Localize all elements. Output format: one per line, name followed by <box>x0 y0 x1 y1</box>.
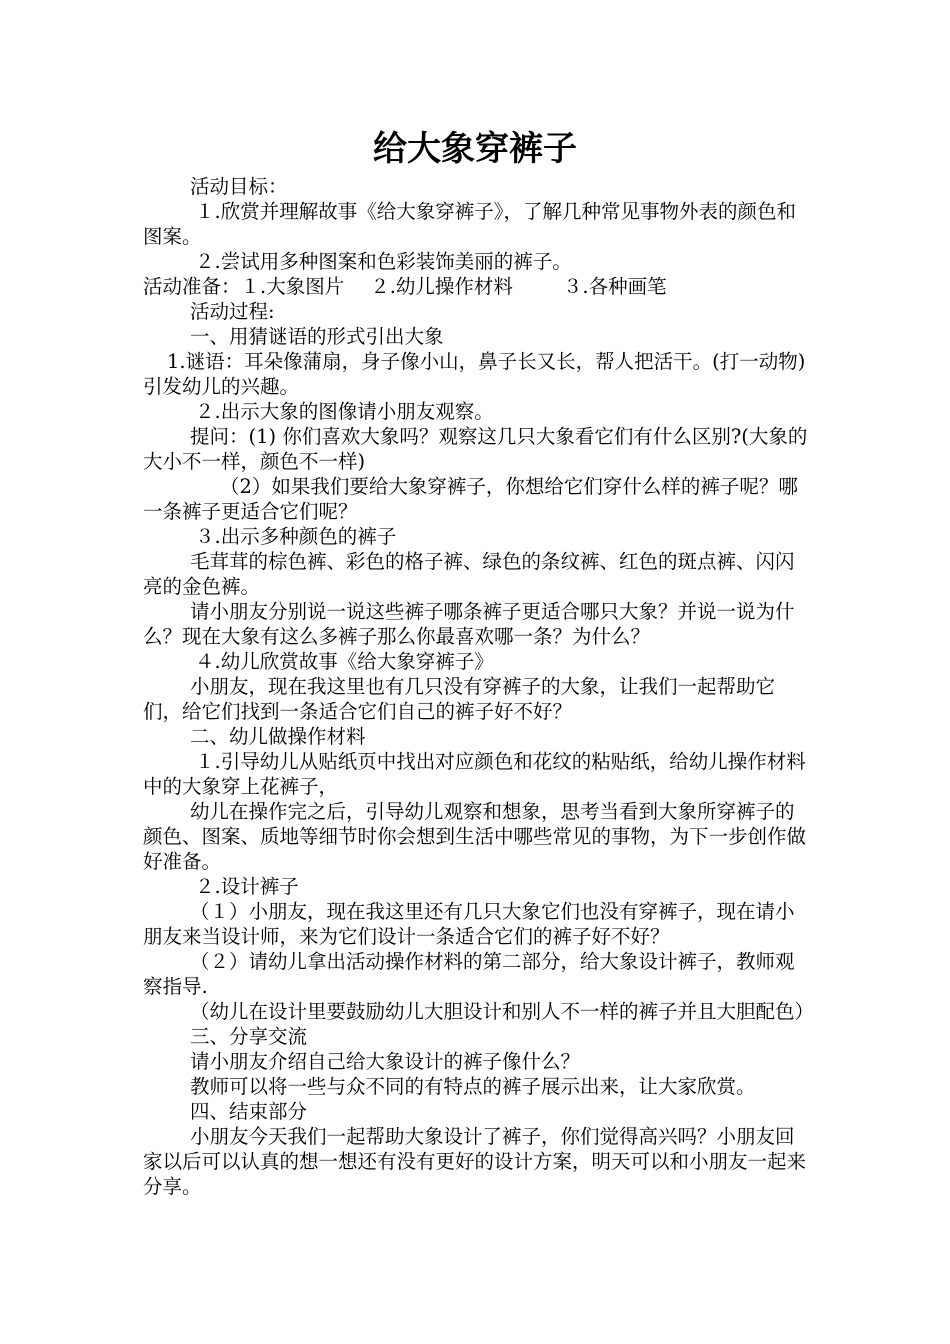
preparation-item: ３.各种画笔 <box>562 275 667 298</box>
paragraph: ２.设计裤子 <box>195 875 299 898</box>
paragraph: （2）如果我们要给大象穿裤子，你想给它们穿什么样的裤子呢？哪一条裤子更适合它们呢？ <box>143 475 798 523</box>
paragraph: １.欣赏并理解故事《给大象穿裤子》，了解几种常见事物外表的颜色和图案。 <box>143 200 796 248</box>
section-heading-goals: 活动目标： <box>190 175 288 198</box>
preparation-item: ２.幼儿操作材料 <box>370 275 513 298</box>
paragraph: １.引导幼儿从贴纸页中找出对应颜色和花纹的粘贴纸，给幼儿操作材料中的大象穿上花裤子， <box>143 750 806 798</box>
paragraph: 小朋友，现在我这里也有几只没有穿裤子的大象，让我们一起帮助它们，给它们找到一条适合它们自己的裤子好不好？ <box>143 675 776 723</box>
section-heading: 三、分享交流 <box>190 1025 308 1048</box>
paragraph: （１）小朋友，现在我这里还有几只大象它们也没有穿裤子，现在请小朋友来当设计师，来为它们设计一条适合它们的裤子好不好？ <box>143 900 795 948</box>
paragraph: 小朋友今天我们一起帮助大象设计了裤子，你们觉得高兴吗？小朋友回家以后可以认真的想一想还有没有更好的设计方案，明天可以和小朋友一起来分享。 <box>143 1125 807 1198</box>
preparation-line <box>143 274 813 299</box>
paragraph: ３.出示多种颜色的裤子 <box>195 525 397 548</box>
document-body <box>143 174 813 1199</box>
paragraph: ２.出示大象的图像请小朋友观察。 <box>195 400 494 423</box>
paragraph: （幼儿在设计里要鼓励幼儿大胆设计和别人不一样的裤子并且大胆配色） <box>190 1000 815 1023</box>
preparation-item: １.大象图片 <box>240 275 345 298</box>
preparation-label: 活动准备： <box>143 275 241 298</box>
paragraph: 毛茸茸的棕色裤、彩色的格子裤、绿色的条纹裤、红色的斑点裤、闪闪亮的金色裤。 <box>143 550 795 598</box>
paragraph: 幼儿在操作完之后，引导幼儿观察和想象，思考当看到大象所穿裤子的颜色、图案、质地等细节时你会想到生活中哪些常见的事物，为下一步创作做好准备。 <box>143 800 807 873</box>
paragraph: ２.尝试用多种图案和色彩装饰美丽的裤子。 <box>195 250 572 273</box>
paragraph: （２）请幼儿拿出活动操作材料的第二部分，给大象设计裤子，教师观察指导. <box>143 950 795 998</box>
page-title: 给大象穿裤子 <box>373 129 577 169</box>
section-heading-process: 活动过程: <box>190 300 275 323</box>
paragraph: 请小朋友介绍自己给大象设计的裤子像什么？ <box>190 1050 581 1073</box>
paragraph: ４.幼儿欣赏故事《给大象穿裤子》 <box>195 650 494 673</box>
paragraph: 提问：(1) 你们喜欢大象吗？观察这几只大象看它们有什么区别?(大象的大小不一样，颜色不一样) <box>143 425 808 473</box>
section-heading: 一、用猜谜语的形式引出大象 <box>190 325 444 348</box>
section-heading: 四、结束部分 <box>190 1100 308 1123</box>
section-heading: 二、幼儿做操作材料 <box>190 725 366 748</box>
paragraph: 教师可以将一些与众不同的有特点的裤子展示出来，让大家欣赏。 <box>190 1075 756 1098</box>
paragraph: 请小朋友分别说一说这些裤子哪条裤子更适合哪只大象？并说一说为什么？现在大象有这么多裤子那么你最喜欢哪一条？为什么？ <box>143 600 795 648</box>
paragraph: 1.谜语：耳朵像蒲扇，身子像小山，鼻子长又长，帮人把活干。(打一动物)引发幼儿的兴趣。 <box>143 350 806 398</box>
